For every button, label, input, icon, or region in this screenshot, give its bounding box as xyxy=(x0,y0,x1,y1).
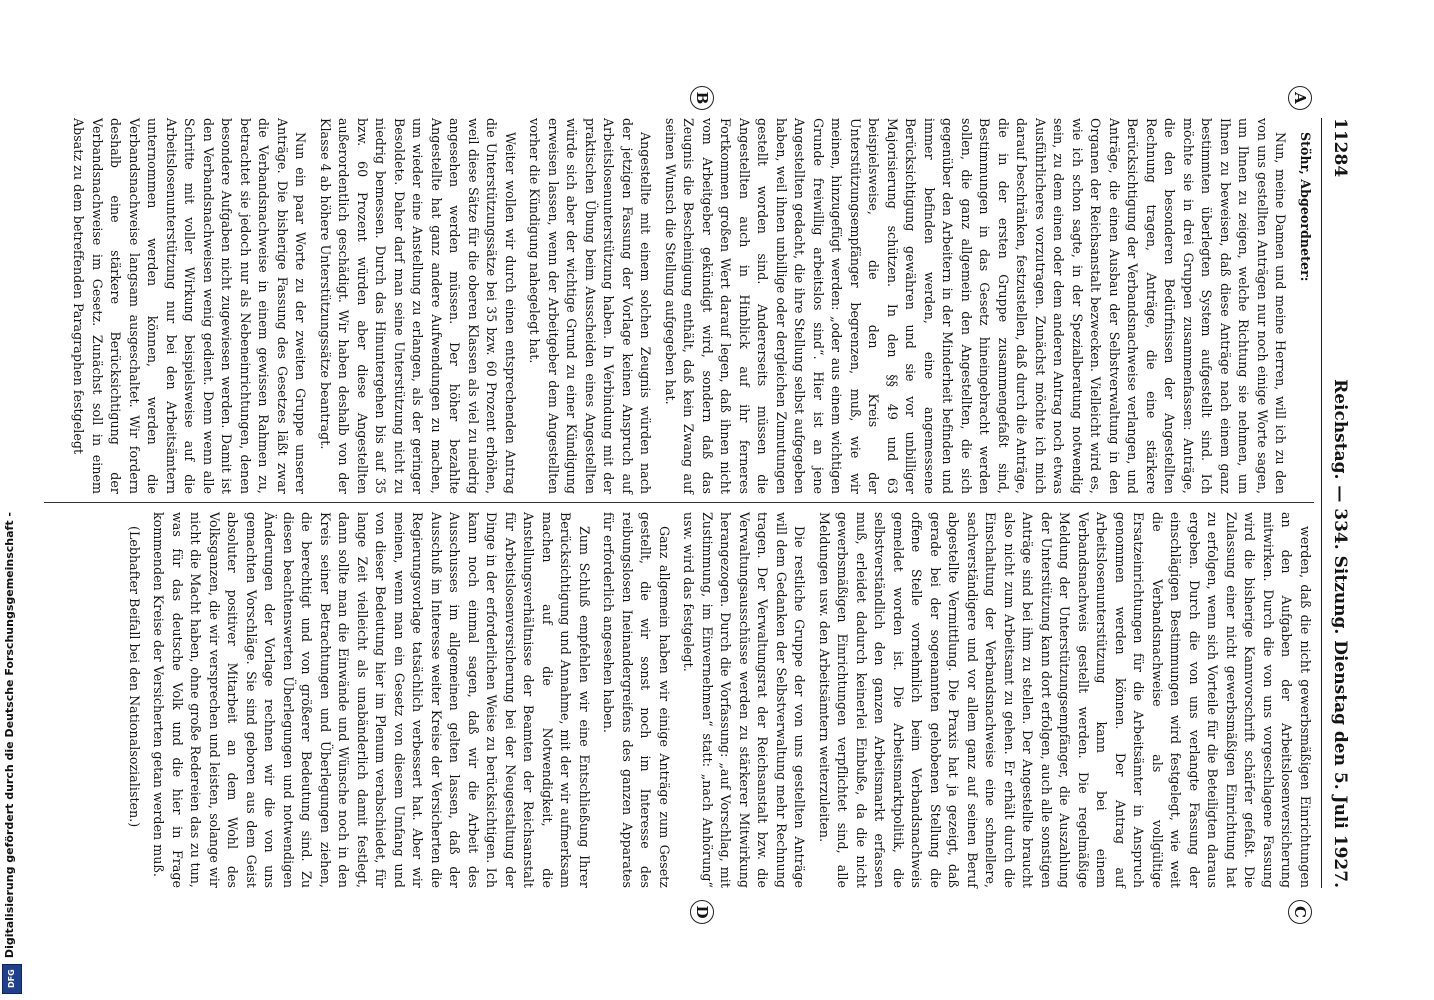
page-number: 11284 xyxy=(1330,118,1350,178)
paragraph: werden, daß die nicht gewerbsmäßigen Einrichtungen an den Aufgaben der Arbeitslosenversicherung mitwirken. Durch die von uns vorgeschlagene Fassung wird die bisherige Kannvorschrift schärfer gefaßt. Die Zulassung einer nicht gewerbsmäßigen Einrichtung hat zu erfolgen, wenn sich Vorteile für die Beteiligten daraus ergeben. Durch die von uns verlangte Fassung der einschlägigen Bestimmungen wird festgelegt, wie weit die Verbandsnachweise als vollgültige Ersatzeinrichtungen für die Arbeitsämter in Anspruch genommen werden können. Der Antrag auf Arbeitslosenunterstützung kann bei einem Verbandsnachweis gestellt werden. Die regelmäßige Meldung der Unterstützungsempfänger, die Auszahlung der Unterstützung kann dort erfolgen, auch alle sonstigen Anträge sind bei ihm zu stellen. Der Angestellte braucht also nicht zum Arbeitsamt zu gehen. Er erhält durch die Einschaltung der Verbandsnachweise eine schnellere, sachverständigere und vor allem ganz auf seinen Beruf abgestellte Vermittlung. Die Praxis hat ja gezeigt, daß gerade bei der sogenannten gehobenen Stellung die offene Stelle vornehmlich beim Verbandsnachweis gemeldet worden ist. Die Arbeitsmarktpolitik, die selbstverständlich den ganzen Arbeitsmarkt erfassen muß, erleidet dadurch keinerlei Einbuße, da die nicht gewerbsmäßigen Einrichtungen verpflichtet sind, alle Meldungen usw. den Arbeitsämtern weiterzuleiten. xyxy=(817,512,1313,888)
paragraph: (Lebhafter Beifall bei den Nationalsozialisten.) xyxy=(127,526,142,828)
margin-marker-c: C xyxy=(1288,900,1312,924)
margin-marker-b: B xyxy=(690,86,714,110)
column-divider xyxy=(44,502,1314,503)
margin-marker-a: A xyxy=(1288,86,1312,110)
right-column xyxy=(119,512,1315,888)
page-title: Reichstag. — 334. Sitzung. Dienstag den 5. Juli 1927. xyxy=(1330,379,1350,888)
paragraph: Angestellte mit einem solchen Zeugnis würden nach der jetzigen Fassung der Vorlage keinen Anspruch auf Arbeitslosenunterstützung haben. In Verbindung mit der praktischen Übung beim Ausscheiden eines Angestellten würde sich aber der wichtige Grund zu einer Kündigung erweisen lassen, wenn der Arbeitgeber dem Angestellten vorher die Kündigung nahegelegt hat. xyxy=(527,118,654,494)
left-column xyxy=(63,118,1314,494)
speaker-name: Stöhr, Abgeordneter: xyxy=(1298,132,1313,282)
page-header xyxy=(1324,118,1350,888)
paragraph: Nun, meine Damen und meine Herren, will ich zu den von uns gestellten Anträgen nur noch einige Worte sagen, um Ihnen zu zeigen, welche Richtung sie nehmen, um Ihnen zu beweisen, daß diese Anträge nach einem ganz bestimmten überlegten System aufgestellt sind. Ich möchte sie in drei Gruppen zusammenfassen: Anträge, die den besonderen Bedürfnissen der Angestellten Rechnung tragen, Anträge, die eine stärkere Berücksichtigung der Verbandsnachweise verlangen, und Anträge, die einen Ausbau der Selbstverwaltung in den Organen der Reichsanstalt bezwecken. Vielleicht wird es, wie ich schon sagte, in der Spezialberatung notwendig sein, zu dem einen oder dem anderen Antrag noch etwas Ausführlicheres vorzutragen. Zunächst möchte ich mich darauf beschränken, festzustellen, daß durch die Anträge, die in der ersten Gruppe zusammengefaßt sind, Bestimmungen in das Gesetz hineingebracht werden sollen, die ganz allgemein den Angestellten, die sich gegenüber den Arbeitern in der Minderheit befinden und immer befinden werden, eine angemessene Berücksichtigung gewähren und sie vor unbilliger Majorisierung schützen. In den §§ 49 und 63 beispielsweise, die den Kreis der Unterstützungsempfänger begrenzen, muß, wie wir meinen, hinzugefügt werden: „oder aus einem wichtigen Grunde freiwillig arbeitslos sind“. Hier ist an jene Angestellten gedacht, die ihre Stellung selbst aufgegeben haben, weil ihnen unbillige oder dergleichen Zumutungen gestellt worden sind. Andererseits müssen die Angestellten auch in Hinblick auf ihr ferneres Fortkommen großen Wert darauf legen, daß ihnen nicht vom Arbeitgeber gekündigt wird, sondern daß das Zeugnis die Bescheinigung enthält, daß kein Zwang auf seinen Wunsch die Stellung aufgegeben hat. xyxy=(663,118,1289,494)
header-rule xyxy=(1321,118,1322,888)
paragraph: Weiter wollen wir durch einen entsprechenden Antrag die Unterstützungssätze bei 35 bzw. 60 Prozent erhöhen, weil diese Sätze für die oberen Klassen als viel zu niedrig angesehen werden müssen. Der höher bezahlte Angestellte hat ganz andere Aufwendungen zu machen, um wieder eine Anstellung zu erlangen, als der geringer Besoldete. Daher darf man seine Unterstützung nicht zu niedrig bemessen. Durch das Hinuntergehen bis auf 35 bzw. 60 Prozent würden aber diese Angestellten außerordentlich geschädigt. Wir haben deshalb von der Klasse 4 ab höhere Unterstützungssätze beantragt. xyxy=(318,118,518,494)
paragraph xyxy=(1296,118,1315,494)
paragraph: Die restliche Gruppe der von uns gestellten Anträge will dem Gedanken der Selbstverwaltung mehr Rechnung tragen. Der Verwaltungsrat der Reichsanstalt bzw. die Verwaltungsausschüsse werden zu stärkerer Mitwirkung herangezogen. Durch die Vorfassung: „auf Vorschlag, mit Zustimmung, im Einvernehmen“ statt: „nach Anhörung“ usw. wird das festgelegt. xyxy=(681,512,808,888)
dfg-logo: DFG xyxy=(2,964,22,994)
paragraph: Ganz allgemein haben wir einige Anträge zum Gesetz gestellt, die wir sonst noch im Interesse des reibungslosen Ineinandergreifens des ganzen Apparates für erforderlich angesehen haben. xyxy=(601,512,672,888)
funding-note: Digitalisierung gefördert durch die Deutsche Forschungsgemeinschaft - xyxy=(3,511,16,958)
paragraph: Nun ein paar Worte zu der zweiten Gruppe unserer Anträge. Die bisherige Fassung des Gesetzes läßt zwar die Verbandsnachweise in einem gewissen Rahmen zu, betrachtet sie jedoch nur als Nebeneinrichtungen, denen besondere Aufgaben nicht zugewiesen werden. Damit ist den Verbandsnachweisen wenig gedient. Denn wenn alle Schritte mit voller Wirkung beispielsweise auf die Arbeitslosenunterstützung nur bei den Arbeitsämtern unternommen werden können, werden die Verbandsnachweise langsam ausgeschaltet. Wir fordern deshalb eine stärkere Berücksichtigung der Verbandsnachweise im Gesetz. Zunächst soll in einem Absatz zu dem betreffenden Paragraphen festgelegt xyxy=(71,118,309,494)
paragraph: Zum Schluß empfehlen wir eine Entschließung Ihrer Berücksichtigung und Annahme, mit der wir aufmerksam machen auf die Notwendigkeit, die Anstellungsverhältnisse der Beamten der Reichsanstalt für Arbeitslosenversicherung bei der Neugestaltung der Dinge in der erforderlichen Weise zu berücksichtigen. Ich kann noch einmal sagen, daß wir die Arbeit des Ausschusses im allgemeinen gelten lassen, daß der Ausschuß im Interesse weiter Kreise der Versicherten die Regierungsvorlage tatsächlich verbessert hat. Aber wir meinen, wenn man ein Gesetz von diesem Umfang und von dieser Bedeutung hier im Plenum verabschiedet, für lange Zeit vielleicht als unabänderlich damit festlegt, dann sollte man die Einwände und Wünsche noch in den Kreis seiner Betrachtungen und Überlegungen ziehen, die berechtigt und von größerer Bedeutung sind. Zu diesen beachtenswerten Überlegungen und notwendigen Änderungen der Vorlage rechnen wir die von uns gemachten Vorschläge. Sie sind geboren aus dem Geist absoluter positiver Mitarbeit an dem Wohl des Volksganzen, die wir versprechen und leisten, solange wir nicht die Macht haben, ohne große Redereien das zu tun, was für das deutsche Volk und die hier in Frage kommenden Kreise der Versicherten getan werden muß. xyxy=(151,512,592,888)
digitization-note xyxy=(0,0,22,1000)
margin-marker-d: D xyxy=(690,900,714,924)
